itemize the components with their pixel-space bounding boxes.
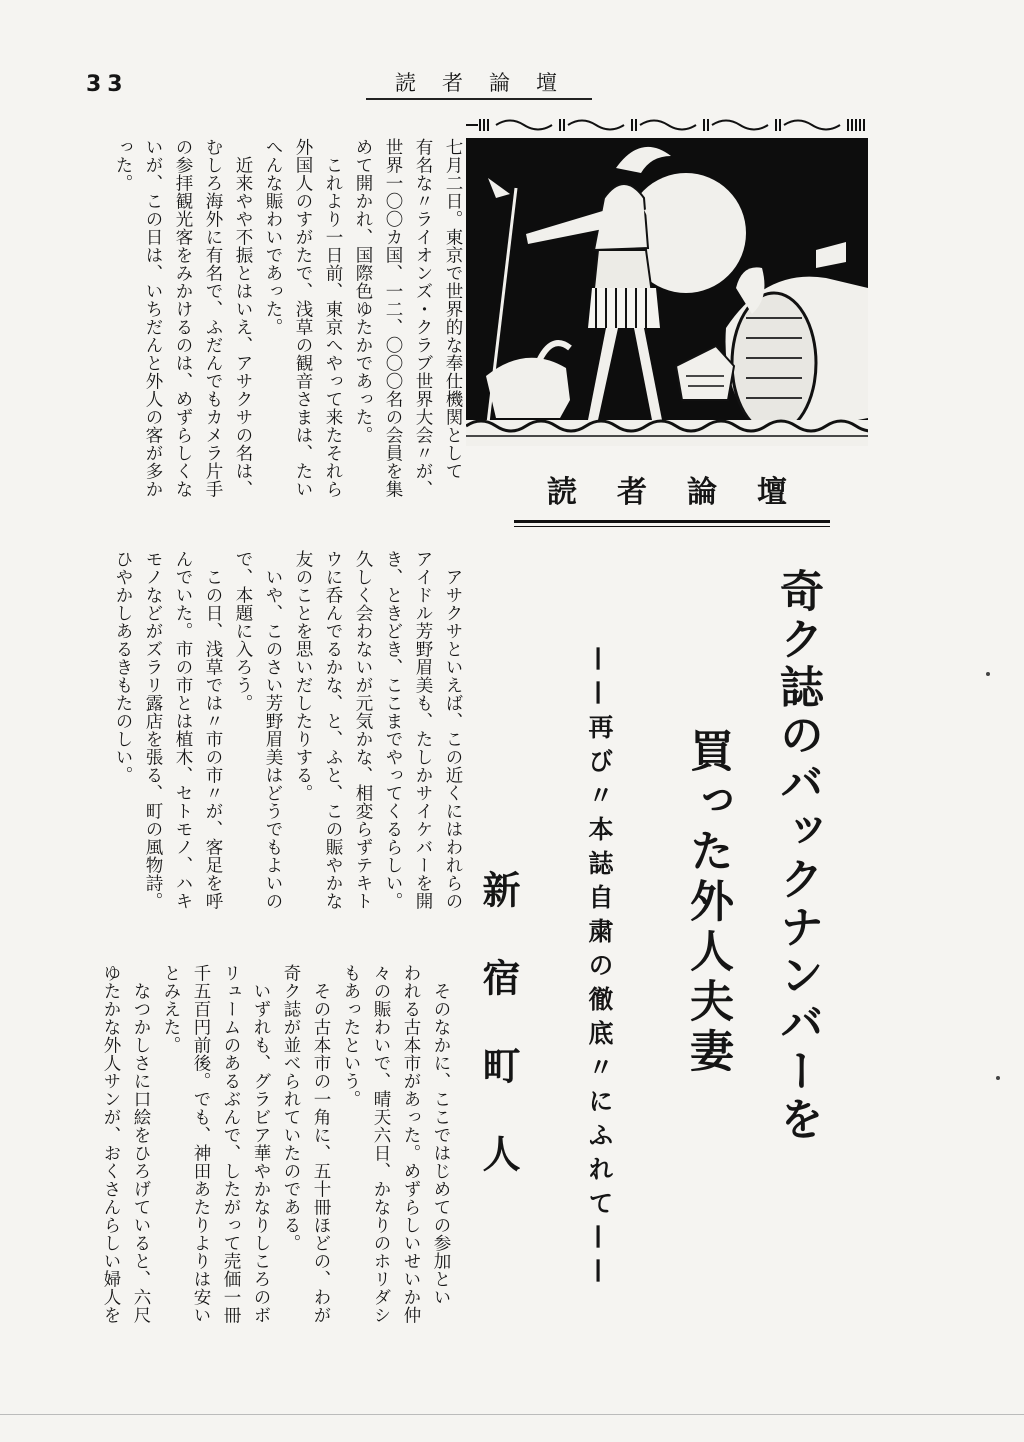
decorative-border bbox=[466, 116, 868, 134]
running-title: 読者論壇 bbox=[366, 66, 592, 100]
article-body-top: 七月二日。東京で世界的な奉仕機関として 有名な〃ライオンズ・クラブ世界大会〃が、 世界一〇〇カ国、一二、〇〇〇名の会員を集 めて開かれ、国際色ゆたかであった。 これより一日前、東京へやって来たそれら 外国人のすがたで、浅草の観音さまは、たい へんな賑わいであった。 近来やや不振とはいえ、アサクサの名は、 むしろ海外に有名で、ふだんでもカメラ片手 の参拝観光客をみかけるのは、めずらしくな いが、この日は、いちだんと外人の客が多か った。 bbox=[113, 138, 463, 498]
page-edge-line bbox=[0, 1414, 1024, 1415]
greek-warrior-illustration bbox=[466, 138, 868, 446]
author-name: 新宿町人 bbox=[476, 870, 521, 1222]
headline-line1: 奇ク誌のバックナンバーを bbox=[772, 568, 823, 1144]
page-number: 33 bbox=[86, 72, 129, 97]
print-speck bbox=[986, 672, 990, 676]
section-title: 読者論壇 bbox=[547, 475, 827, 510]
subheading: ——再び〃本誌自粛の徹底〃にふれて—— bbox=[585, 646, 614, 1292]
section-rule bbox=[514, 520, 830, 523]
article-body-lower: そのなかに、ここではじめての参加とい われる古本市があった。めずらしいせいか仲 々の賑わいで、晴天六日、かなりのホリダシ もあったという。 その古本市の一角に、五十冊ほどの、わが 奇ク誌が並べられていたのである。 いずれも、グラビア華やかなりしころのボ リュームのあるぶんで、したがって売価一冊 千五百円前後。でも、神田あたりよりは安い とみえた。 なつかしさに口絵をひろげていると、六尺 ゆたかな外人サンが、おくさんらしい婦人を bbox=[101, 964, 451, 1324]
headline-line2: 買った外人夫妻 bbox=[682, 728, 733, 1078]
section-rule bbox=[514, 526, 830, 527]
print-speck bbox=[996, 1076, 1000, 1080]
article-body-middle: アサクサといえば、この近くにはわれらの アイドル芳野眉美も、たしかサイケバーを開 き、ときどき、ここまでやってくるらしい。 久しく会わないが元気かな、相変らずテキト ウに呑んでるかな、と、ふと、この賑やかな 友のことを思いだしたりする。 いや、このさい芳野眉美はどうでもよいの で、本題に入ろう。 この日、浅草では〃市の市〃が、客足を呼 んでいた。市の市とは植木、セトモノ、ハキ モノなどがズラリ露店を張る、町の風物詩。 ひやかしあるきもたのしい。 bbox=[113, 550, 463, 910]
